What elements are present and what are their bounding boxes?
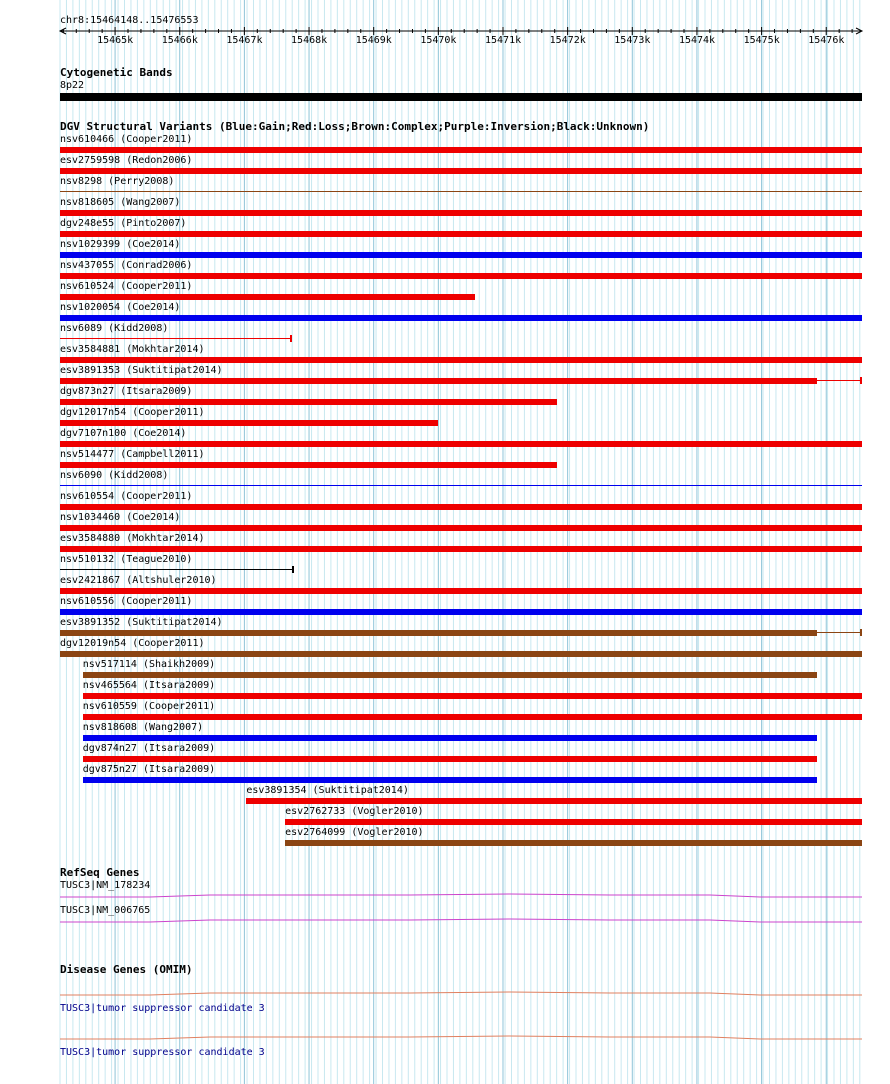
dgv-feature-label: esv3584881 (Mokhtar2014) xyxy=(60,344,205,355)
omim-track-title: Disease Genes (OMIM) xyxy=(60,963,193,976)
dgv-feature-label: dgv875n27 (Itsara2009) xyxy=(82,764,216,775)
ruler-tick-label: 15476k xyxy=(808,35,845,46)
dgv-feature-label: dgv874n27 (Itsara2009) xyxy=(82,743,216,754)
ruler-tick-label: 15468k xyxy=(291,35,328,46)
refseq-gene-model xyxy=(60,894,862,897)
ruler-tick-label: 15470k xyxy=(420,35,457,46)
dgv-feature-label: nsv610554 (Cooper2011) xyxy=(60,491,193,502)
ruler-tick-label: 15473k xyxy=(614,35,651,46)
dgv-feature-label: esv2762733 (Vogler2010) xyxy=(285,806,424,817)
dgv-feature-label: nsv6090 (Kidd2008) xyxy=(60,470,169,481)
ruler-tick-label: 15474k xyxy=(678,35,716,46)
dgv-feature-label: nsv465564 (Itsara2009) xyxy=(82,680,216,691)
refseq-track-title: RefSeq Genes xyxy=(60,866,140,879)
dgv-feature-label: nsv510132 (Teague2010) xyxy=(60,554,193,565)
ruler-tick-label: 15465k xyxy=(97,35,134,46)
dgv-feature-label: nsv610466 (Cooper2011) xyxy=(60,134,193,145)
ruler-tick-label: 15467k xyxy=(226,35,263,46)
dgv-feature-label: dgv873n27 (Itsara2009) xyxy=(60,386,193,397)
omim-gene-label[interactable]: TUSC3|tumor suppressor candidate 3 xyxy=(60,1047,265,1058)
cytoband-label: 8p22 xyxy=(60,80,85,91)
dgv-feature-label: nsv517114 (Shaikh2009) xyxy=(82,659,216,670)
dgv-feature-label: nsv6089 (Kidd2008) xyxy=(60,323,169,334)
dgv-feature-label: esv2764099 (Vogler2010) xyxy=(285,827,424,838)
dgv-feature-label: dgv12019n54 (Cooper2011) xyxy=(60,638,205,649)
ruler-tick-label: 15472k xyxy=(549,35,586,46)
dgv-feature-label: esv3891354 (Suktitipat2014) xyxy=(246,785,409,796)
dgv-feature-label: nsv437055 (Conrad2006) xyxy=(60,260,193,271)
cytoband-track-title: Cytogenetic Bands xyxy=(60,66,173,79)
refseq-gene-label: TUSC3|NM_178234 xyxy=(60,880,151,891)
ruler-tick-label: 15471k xyxy=(484,35,522,46)
dgv-feature-label: dgv248e55 (Pinto2007) xyxy=(60,218,187,229)
dgv-feature-label: nsv610556 (Cooper2011) xyxy=(60,596,193,607)
dgv-feature-label: dgv7107n100 (Coe2014) xyxy=(60,428,187,439)
dgv-feature-label: dgv12017n54 (Cooper2011) xyxy=(60,407,205,418)
dgv-feature-label: nsv1020054 (Coe2014) xyxy=(60,302,181,313)
dgv-track-title: DGV Structural Variants (Blue:Gain;Red:Loss;Brown:Complex;Purple:Inversion;Black:Unknown) xyxy=(60,120,650,133)
omim-gene-label[interactable]: TUSC3|tumor suppressor candidate 3 xyxy=(60,1003,265,1014)
dgv-feature-label: nsv1034460 (Coe2014) xyxy=(60,512,181,523)
ruler-tick-label: 15469k xyxy=(355,35,392,46)
dgv-feature-label: nsv8298 (Perry2008) xyxy=(60,176,175,187)
omim-gene-model xyxy=(60,1036,862,1039)
refseq-gene-label: TUSC3|NM_006765 xyxy=(60,905,151,916)
dgv-feature-label: esv3584880 (Mokhtar2014) xyxy=(60,533,205,544)
dgv-feature-label: nsv610524 (Cooper2011) xyxy=(60,281,193,292)
dgv-feature-label: nsv610559 (Cooper2011) xyxy=(82,701,216,712)
dgv-feature-label: esv3891353 (Suktitipat2014) xyxy=(60,365,223,376)
ruler-tick-label: 15475k xyxy=(743,35,780,46)
ruler-location: chr8:15464148..15476553 xyxy=(60,15,199,26)
dgv-feature-label: esv2759598 (Redon2006) xyxy=(60,155,193,166)
omim-gene-model xyxy=(60,992,862,995)
dgv-feature-label: esv2421867 (Altshuler2010) xyxy=(60,575,217,586)
dgv-feature-label: nsv818608 (Wang2007) xyxy=(82,722,204,733)
ruler-tick-label: 15466k xyxy=(161,35,198,46)
refseq-gene-model xyxy=(60,919,862,922)
dgv-feature-label: nsv1029399 (Coe2014) xyxy=(60,239,181,250)
dgv-feature-label: esv3891352 (Suktitipat2014) xyxy=(60,617,223,628)
dgv-feature-label: nsv514477 (Campbell2011) xyxy=(60,449,205,460)
dgv-feature-label: nsv818605 (Wang2007) xyxy=(60,197,181,208)
